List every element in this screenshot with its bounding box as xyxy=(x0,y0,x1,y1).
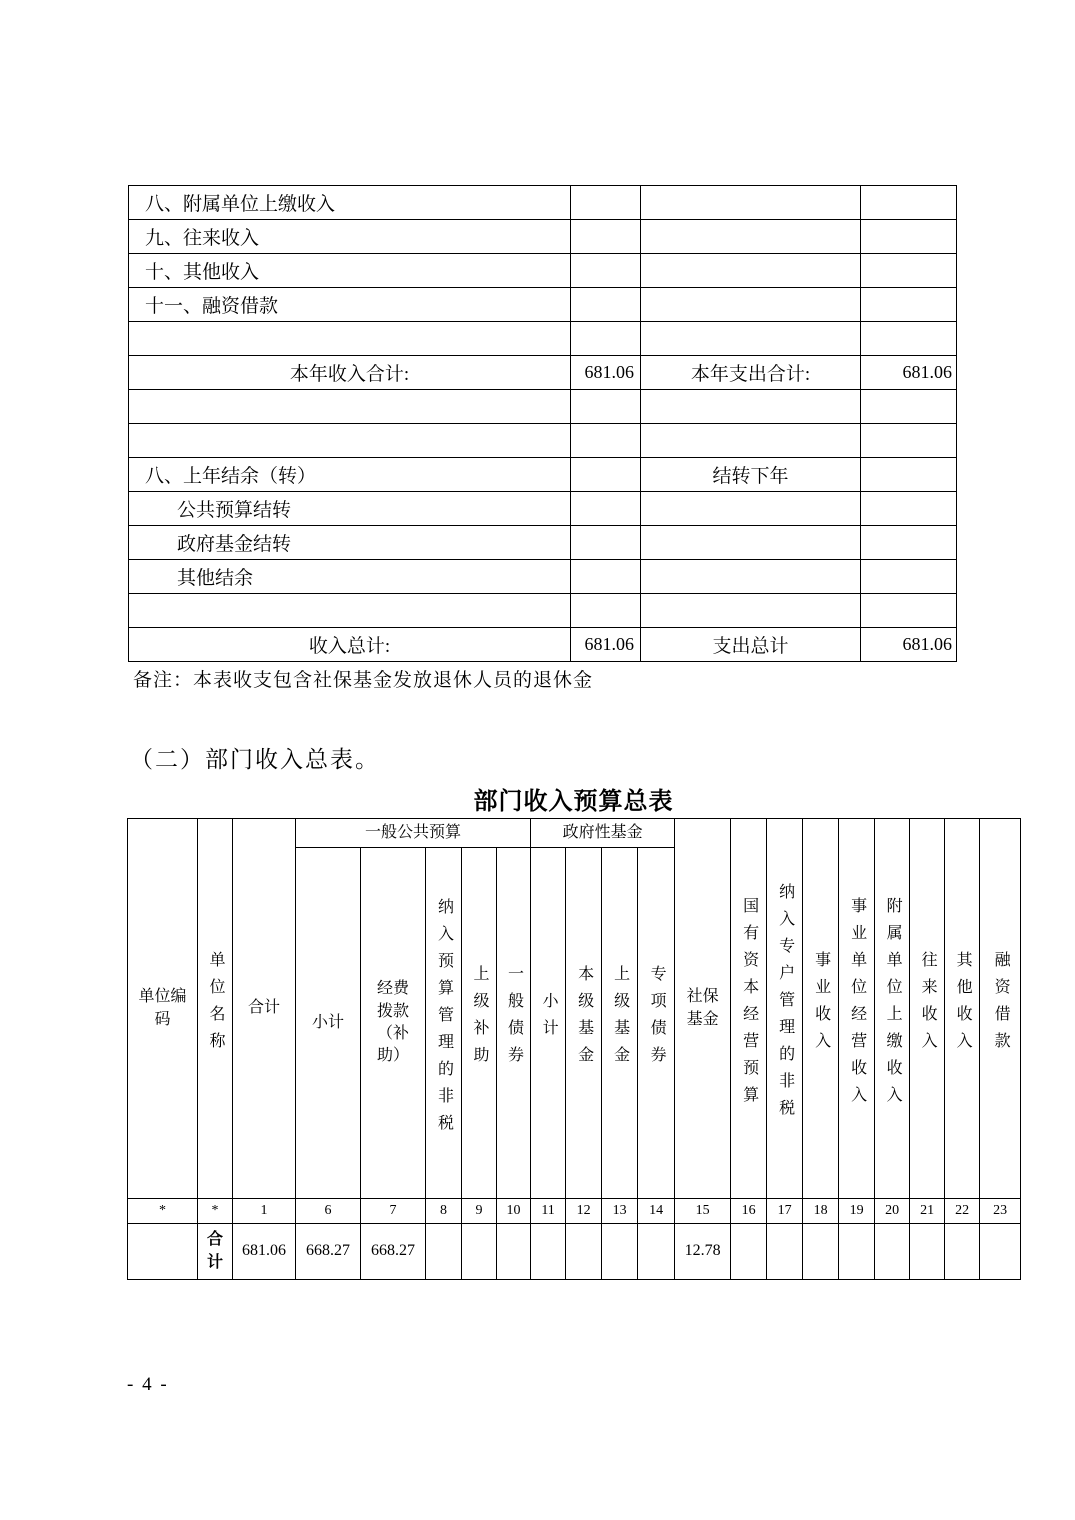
col-code-cell: 22 xyxy=(945,1199,980,1224)
total-value-cell xyxy=(980,1224,1021,1280)
income-value-cell xyxy=(571,390,641,424)
total-label: 合计 xyxy=(206,1231,223,1271)
col-code-cell: 9 xyxy=(462,1199,497,1224)
col-code-cell: 15 xyxy=(675,1199,731,1224)
col-header-label: 事业收入 xyxy=(812,950,830,1059)
col-header-gpb-superior-subsidy xyxy=(462,848,497,1199)
expense-label-cell xyxy=(641,594,861,628)
col-header-current-income xyxy=(910,819,945,1199)
table-row xyxy=(129,254,957,288)
row-label-cell: 政府基金结转 xyxy=(129,526,571,560)
page-number: - 4 - xyxy=(127,1374,169,1395)
table-row xyxy=(129,594,957,628)
income-value-cell xyxy=(571,560,641,594)
note-text: 备注：本表收支包含社保基金发放退休人员的退休金 xyxy=(133,670,594,691)
row-label-cell: 九、往来收入 xyxy=(129,220,571,254)
col-code-cell: 21 xyxy=(910,1199,945,1224)
income-value-cell: 681.06 xyxy=(571,628,641,662)
table-row xyxy=(128,819,1021,848)
table-row xyxy=(129,322,957,356)
col-header-gf-special-bond xyxy=(638,848,675,1199)
expense-label-cell: 支出总计 xyxy=(641,628,861,662)
total-value-cell xyxy=(945,1224,980,1280)
expense-label-cell xyxy=(641,560,861,594)
group-header-government-funds: 政府性基金 xyxy=(531,819,675,848)
total-value-cell xyxy=(875,1224,910,1280)
col-header-label: 一般债券 xyxy=(505,965,523,1074)
income-value-cell xyxy=(571,254,641,288)
col-code-cell: 6 xyxy=(296,1199,361,1224)
row-label-cell xyxy=(129,424,571,458)
expense-label-cell xyxy=(641,254,861,288)
total-value-cell xyxy=(462,1224,497,1280)
total-value-cell xyxy=(910,1224,945,1280)
col-code-cell: 7 xyxy=(361,1199,426,1224)
col-header-state-capital-budget xyxy=(731,819,767,1199)
total-row xyxy=(128,1224,1021,1280)
col-header-label: 往来收入 xyxy=(919,950,937,1059)
total-value-cell xyxy=(803,1224,839,1280)
col-header-label: 事业单位经营收入 xyxy=(848,896,866,1113)
expense-value-cell xyxy=(861,492,957,526)
col-header-enterprise-operating-income xyxy=(839,819,875,1199)
col-header-label: 其他收入 xyxy=(954,950,972,1059)
total-unit-code-cell xyxy=(128,1224,198,1280)
expense-label-cell xyxy=(641,492,861,526)
expense-value-cell xyxy=(861,390,957,424)
col-header-label: 经费拨款（补助） xyxy=(376,980,409,1065)
table-row xyxy=(129,424,957,458)
expense-value-cell xyxy=(861,254,957,288)
total-value-cell: 668.27 xyxy=(361,1224,426,1280)
table-row xyxy=(129,560,957,594)
col-header-label: 本级基金 xyxy=(575,965,593,1074)
total-value-cell xyxy=(731,1224,767,1280)
row-label-cell: 收入总计: xyxy=(129,628,571,662)
col-header-gpb-appropriation xyxy=(361,848,426,1199)
total-value-cell xyxy=(767,1224,803,1280)
income-value-cell xyxy=(571,594,641,628)
col-header-label: 专项债券 xyxy=(648,965,666,1074)
col-header-gf-own-level xyxy=(566,848,602,1199)
total-value-cell xyxy=(497,1224,531,1280)
table-row xyxy=(129,356,957,390)
expense-value-cell xyxy=(861,322,957,356)
section-heading: （二）部门收入总表。 xyxy=(130,747,380,772)
income-value-cell xyxy=(571,526,641,560)
expense-label-cell: 本年支出合计: xyxy=(641,356,861,390)
col-code-cell: 8 xyxy=(426,1199,462,1224)
row-label-cell: 其他结余 xyxy=(129,560,571,594)
col-code-cell: 13 xyxy=(602,1199,638,1224)
row-label-cell: 十、其他收入 xyxy=(129,254,571,288)
row-label-cell xyxy=(129,322,571,356)
col-header-label: 社保基金 xyxy=(686,988,719,1028)
row-label-cell: 八、附属单位上缴收入 xyxy=(129,186,571,220)
col-code-cell: 10 xyxy=(497,1199,531,1224)
table-row xyxy=(129,220,957,254)
table-row xyxy=(129,186,957,220)
col-code-cell: 12 xyxy=(566,1199,602,1224)
col-header-label: 上级基金 xyxy=(611,965,629,1074)
table-row xyxy=(129,288,957,322)
col-code-cell: 14 xyxy=(638,1199,675,1224)
table-row xyxy=(129,390,957,424)
row-label-cell xyxy=(129,390,571,424)
expense-label-cell xyxy=(641,288,861,322)
col-header-label: 单位编码 xyxy=(138,988,187,1028)
row-label-cell: 八、上年结余（转） xyxy=(129,458,571,492)
expense-value-cell xyxy=(861,526,957,560)
col-header-affiliated-remittance xyxy=(875,819,910,1199)
total-value-cell xyxy=(531,1224,566,1280)
col-header-other-income xyxy=(945,819,980,1199)
group-header-general-public-budget: 一般公共预算 xyxy=(296,819,531,848)
col-code-cell: 1 xyxy=(233,1199,296,1224)
col-header-gpb-nontax xyxy=(426,848,462,1199)
expense-value-cell xyxy=(861,458,957,492)
col-header-gpb-general-bond xyxy=(497,848,531,1199)
table-row xyxy=(129,628,957,662)
col-header-label: 融资借款 xyxy=(992,950,1010,1059)
expense-label-cell xyxy=(641,322,861,356)
col-header-gf-superior xyxy=(602,848,638,1199)
expense-value-cell: 681.06 xyxy=(861,628,957,662)
col-header-operating-income xyxy=(803,819,839,1199)
col-code-cell: * xyxy=(128,1199,198,1224)
table-title: 部门收入预算总表 xyxy=(473,789,674,815)
income-value-cell xyxy=(571,220,641,254)
col-header-unit-code xyxy=(128,819,198,1199)
row-label-cell: 公共预算结转 xyxy=(129,492,571,526)
total-value-cell xyxy=(839,1224,875,1280)
row-label-cell xyxy=(129,594,571,628)
total-value-cell xyxy=(638,1224,675,1280)
col-header-label: 国有资本经营预算 xyxy=(740,896,758,1113)
table-row xyxy=(129,492,957,526)
expense-label-cell: 结转下年 xyxy=(641,458,861,492)
col-header-gpb-subtotal: 小计 xyxy=(296,848,361,1199)
expense-label-cell xyxy=(641,220,861,254)
table-row xyxy=(129,458,957,492)
total-value-cell: 668.27 xyxy=(296,1224,361,1280)
expense-label-cell xyxy=(641,526,861,560)
total-value-cell: 681.06 xyxy=(233,1224,296,1280)
total-value-cell xyxy=(602,1224,638,1280)
expense-label-cell xyxy=(641,186,861,220)
row-label-cell: 十一、融资借款 xyxy=(129,288,571,322)
expense-value-cell xyxy=(861,186,957,220)
col-header-label: 小计 xyxy=(540,992,558,1047)
col-header-unit-name xyxy=(198,819,233,1199)
col-code-cell: 11 xyxy=(531,1199,566,1224)
col-header-label: 上级补助 xyxy=(471,965,488,1074)
income-value-cell xyxy=(571,424,641,458)
table-row xyxy=(129,526,957,560)
col-code-cell: * xyxy=(198,1199,233,1224)
expense-label-cell xyxy=(641,390,861,424)
col-header-label: 附属单位上缴收入 xyxy=(884,896,902,1113)
income-value-cell: 681.06 xyxy=(571,356,641,390)
col-header-financing-loan xyxy=(980,819,1021,1199)
col-header-social-security-fund xyxy=(675,819,731,1199)
budget-summary-table xyxy=(128,185,957,662)
income-value-cell xyxy=(571,322,641,356)
col-code-cell: 23 xyxy=(980,1199,1021,1224)
total-value-cell xyxy=(426,1224,462,1280)
col-header-label: 单位名称 xyxy=(207,950,224,1059)
total-value-cell xyxy=(566,1224,602,1280)
expense-value-cell: 681.06 xyxy=(861,356,957,390)
income-value-cell xyxy=(571,186,641,220)
column-code-row xyxy=(128,1199,1021,1224)
expense-value-cell xyxy=(861,560,957,594)
expense-value-cell xyxy=(861,288,957,322)
income-value-cell xyxy=(571,288,641,322)
total-value-cell: 12.78 xyxy=(675,1224,731,1280)
col-code-cell: 17 xyxy=(767,1199,803,1224)
col-header-special-account-nontax xyxy=(767,819,803,1199)
col-header-gf-subtotal xyxy=(531,848,566,1199)
expense-value-cell xyxy=(861,424,957,458)
income-budget-table xyxy=(127,818,1021,1280)
expense-label-cell xyxy=(641,424,861,458)
col-header-total: 合计 xyxy=(233,819,296,1199)
total-label-cell xyxy=(198,1224,233,1280)
col-code-cell: 20 xyxy=(875,1199,910,1224)
row-label-cell: 本年收入合计: xyxy=(129,356,571,390)
income-value-cell xyxy=(571,458,641,492)
col-code-cell: 18 xyxy=(803,1199,839,1224)
col-code-cell: 16 xyxy=(731,1199,767,1224)
expense-value-cell xyxy=(861,220,957,254)
income-value-cell xyxy=(571,492,641,526)
col-code-cell: 19 xyxy=(839,1199,875,1224)
col-header-label: 纳入专户管理的非税 xyxy=(776,883,794,1127)
col-header-label: 纳入预算管理的非税 xyxy=(435,897,453,1141)
expense-value-cell xyxy=(861,594,957,628)
